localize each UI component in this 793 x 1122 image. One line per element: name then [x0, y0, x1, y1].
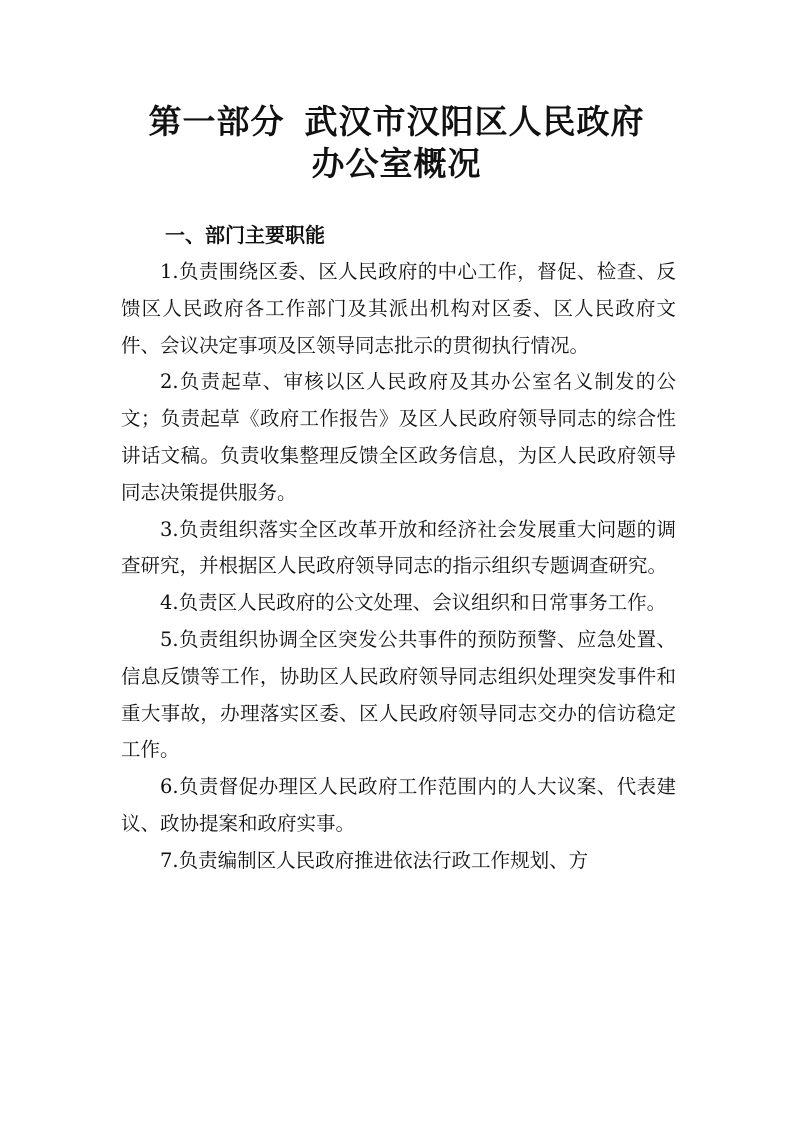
- paragraph-4: 4.负责区人民政府的公文处理、会议组织和日常事务工作。: [160, 591, 667, 615]
- paragraph-2: 2.负责起草、审核以区人民政府及其办公室名义制发的公文；负责起草《政府工作报告》及区人民政府领导同志的综合性讲话文稿。负责收集整理反馈全区政务信息，为区人民政府领导同志决策提供服务。: [121, 370, 676, 504]
- paragraph-6: 6.负责督促办理区人民政府工作范围内的人大议案、代表建议、政协提案和政府实事。: [121, 775, 676, 835]
- paragraph-1: 1.负责围绕区委、区人民政府的中心工作，督促、检查、反馈区人民政府各工作部门及其派出机构对区委、区人民政府文件、会议决定事项及区领导同志批示的贯彻执行情况。: [121, 260, 676, 357]
- paragraph-3: 3.负责组织落实全区改革开放和经济社会发展重大问题的调查研究，并根据区人民政府领导同志的指示组织专题调查研究。: [121, 517, 676, 578]
- section-heading: 一、部门主要职能: [165, 223, 325, 247]
- page-title-line-1: [0, 96, 793, 143]
- document-body: [121, 254, 676, 880]
- paragraph-7: 7.负责编制区人民政府推进依法行政工作规划、方: [160, 848, 589, 872]
- paragraph-5: 5.负责组织协调全区突发公共事件的预防预警、应急处置、信息反馈等工作，协助区人民政府领导同志组织处理突发事件和重大事故，办理落实区委、区人民政府领导同志交办的信访稳定工作。: [121, 627, 676, 762]
- page-title-line-2: 办公室概况: [311, 144, 482, 183]
- title-part-label: 第一部分: [148, 102, 285, 141]
- title-organization: 武汉市汉阳区人民政府: [304, 102, 645, 141]
